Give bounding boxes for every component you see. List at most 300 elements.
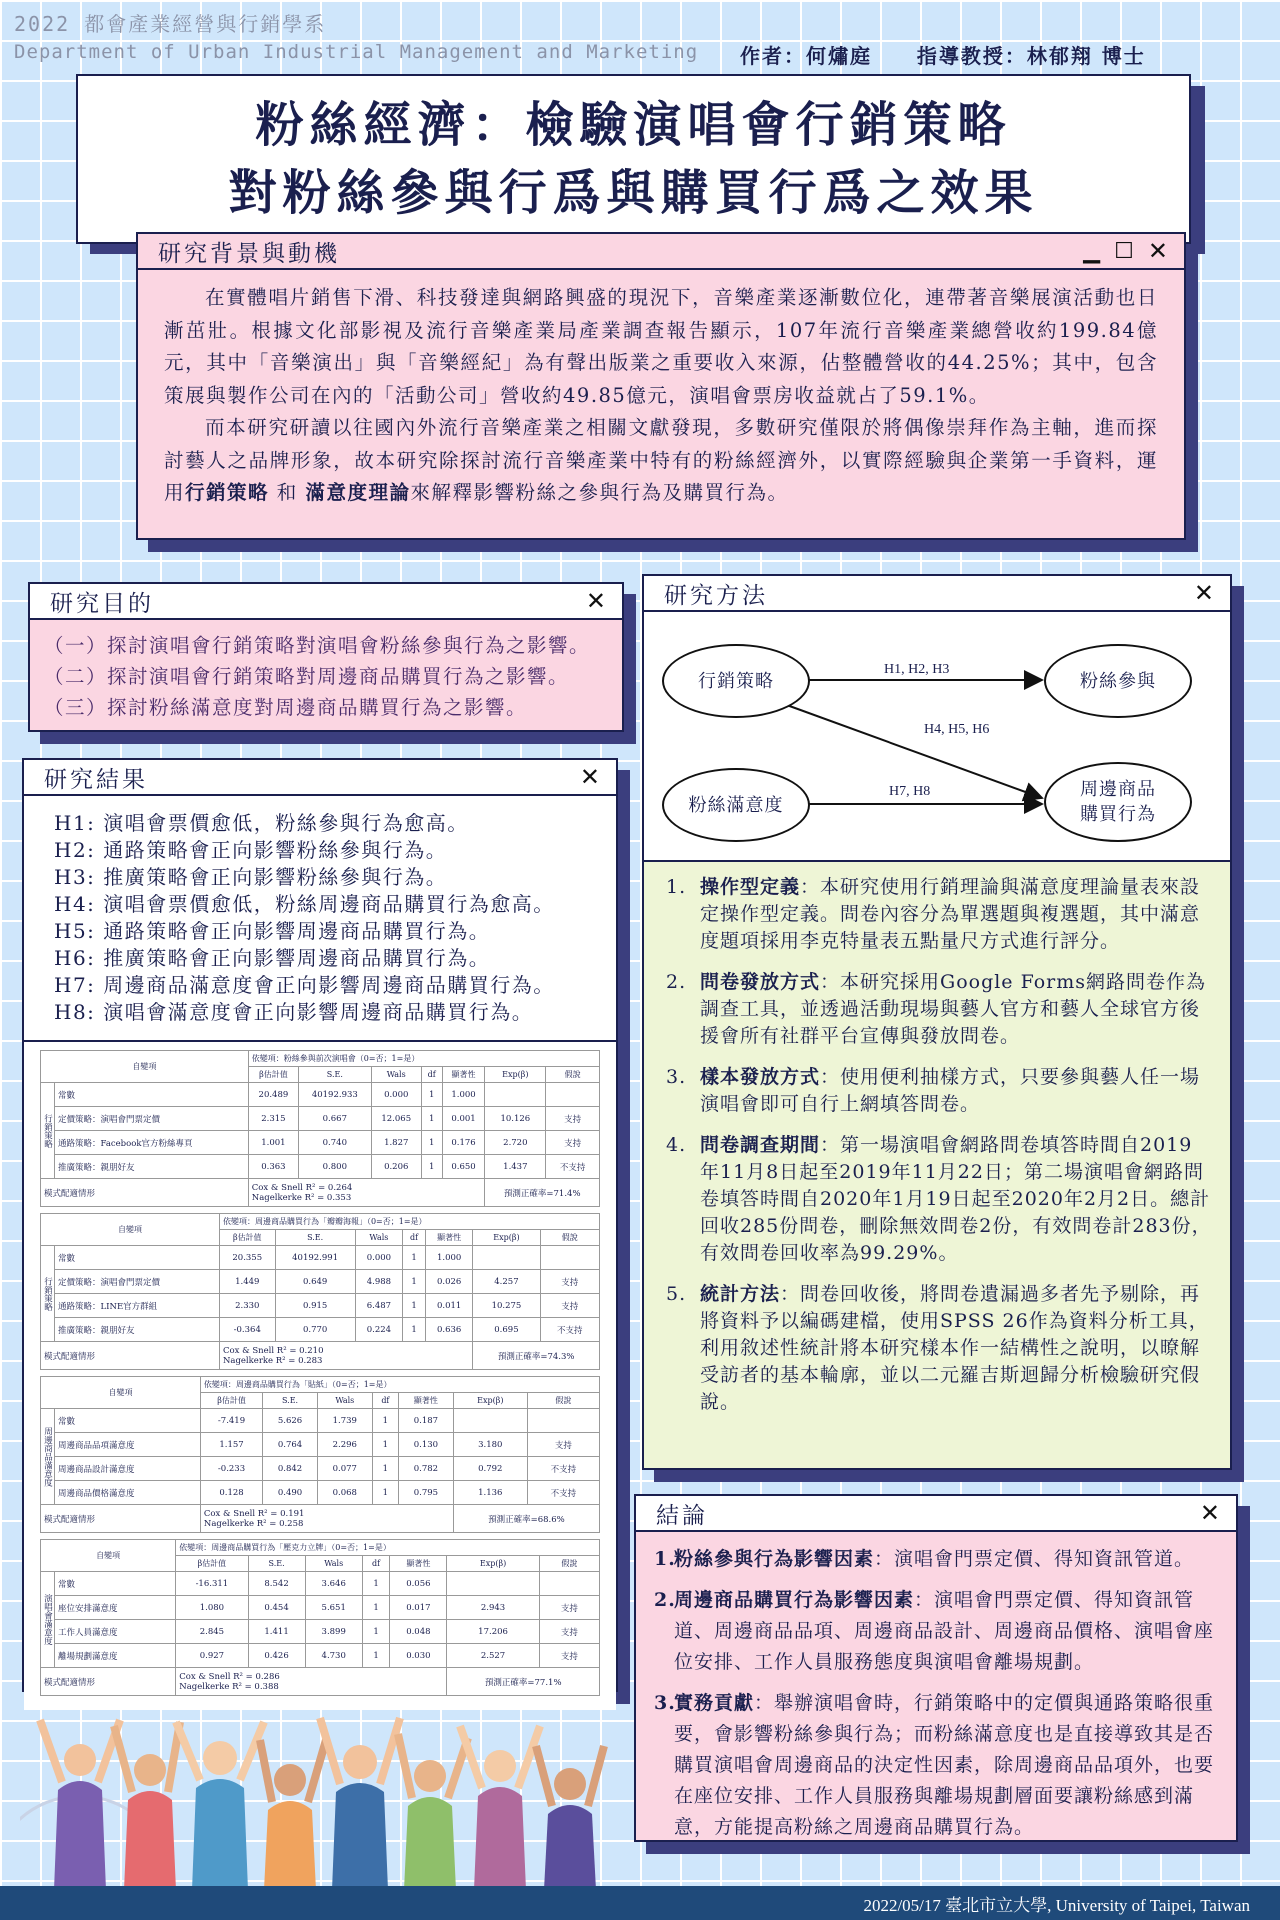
cell-exp: 1.437 — [485, 1155, 546, 1179]
cell-hyp: 支持 — [540, 1270, 599, 1294]
row-variable: 推廣策略：親朋好友 — [55, 1155, 249, 1179]
cell-se: 8.542 — [248, 1572, 305, 1596]
cell-sig: 0.030 — [390, 1644, 447, 1668]
cell-b: -0.233 — [200, 1457, 262, 1481]
header-sig: 顯著性 — [425, 1230, 472, 1246]
header-exp: Exp(β) — [473, 1230, 540, 1246]
node-merch-purchase — [1044, 762, 1192, 842]
method-item-number: 3. — [666, 1066, 687, 1088]
cox-snell-r2: Cox & Snell R² = 0.264 — [251, 1182, 353, 1193]
cell-wals: 3.646 — [305, 1572, 362, 1596]
cell-df: 1 — [372, 1481, 398, 1505]
cell-wals: 0.224 — [355, 1318, 402, 1342]
regression-table — [40, 1376, 600, 1533]
cell-wals: 2.296 — [317, 1433, 372, 1457]
cell-df: 1 — [372, 1409, 398, 1433]
row-variable: 常數 — [55, 1246, 220, 1270]
cell-df: 1 — [362, 1572, 390, 1596]
row-variable: 常數 — [55, 1409, 201, 1433]
conclusion-item-number: 3. — [654, 1692, 676, 1714]
cell-b: 0.128 — [200, 1481, 262, 1505]
cell-exp: 0.792 — [453, 1457, 527, 1481]
cell-hyp: 支持 — [539, 1596, 599, 1620]
cell-sig: 0.176 — [442, 1131, 485, 1155]
conclusion-window — [634, 1494, 1238, 1842]
dependent-variable: 依變項：粉絲參與前次演唱會（0=否；1=是） — [248, 1051, 599, 1067]
prediction-accuracy: 預測正確率=71.4% — [485, 1179, 600, 1207]
method-item-title: 問卷調查期間 — [700, 1134, 821, 1156]
cell-df: 1 — [362, 1596, 390, 1620]
conclusion-item — [654, 1688, 1218, 1843]
cell-df: 1 — [403, 1318, 426, 1342]
cell-sig: 0.017 — [390, 1596, 447, 1620]
header-se: S.E. — [248, 1556, 305, 1572]
method-item — [666, 1281, 1212, 1416]
conclusion-item-body — [674, 1585, 1218, 1678]
edge-label-h1-h3: H1, H2, H3 — [884, 662, 950, 677]
cell-se: 0.770 — [275, 1318, 355, 1342]
cell-exp: 17.206 — [447, 1620, 539, 1644]
table-row — [41, 1270, 600, 1294]
cell-se: 0.649 — [275, 1270, 355, 1294]
method-item-body — [700, 1132, 1212, 1267]
cell-se: 40192.933 — [299, 1083, 372, 1107]
conclusion-heading: 結論 — [656, 1502, 708, 1529]
table-row — [41, 1107, 600, 1131]
cell-b: 20.355 — [219, 1246, 275, 1270]
node-merch-purchase-line2: 購買行為 — [1080, 804, 1156, 825]
background-p2-text-c: 和 — [269, 481, 306, 504]
table-header-row — [41, 1214, 600, 1230]
prediction-accuracy: 預測正確率=77.1% — [447, 1668, 600, 1696]
row-variable: 推廣策略：親朋好友 — [55, 1318, 220, 1342]
header-sig: 顯著性 — [390, 1556, 447, 1572]
title-line-1: 粉絲經濟：檢驗演唱會行銷策略 — [255, 97, 1012, 153]
cell-wals: 0.068 — [317, 1481, 372, 1505]
cell-sig: 0.650 — [442, 1155, 485, 1179]
table-row — [41, 1572, 600, 1596]
header-hyp: 假說 — [540, 1230, 599, 1246]
row-variable: 工作人員滿意度 — [55, 1620, 176, 1644]
method-item-number: 4. — [666, 1134, 687, 1156]
cell-se: 1.411 — [248, 1620, 305, 1644]
conclusion-item — [654, 1544, 1218, 1575]
close-icon[interactable]: ✕ — [1147, 237, 1168, 265]
table-row — [41, 1294, 600, 1318]
header-df: df — [403, 1230, 426, 1246]
footer-bar — [0, 1886, 1280, 1920]
cell-hyp: 不支持 — [527, 1457, 599, 1481]
cell-wals: 5.651 — [305, 1596, 362, 1620]
cell-b: 1.449 — [219, 1270, 275, 1294]
cheering-crowd-illustration — [20, 1700, 620, 1886]
conclusion-item-body — [674, 1688, 1218, 1843]
hypothesis-item: H4: 演唱會票價愈低，粉絲周邊商品購買行為愈高。 — [54, 892, 555, 916]
title-line-2: 對粉絲參與行爲與購買行爲之效果 — [228, 165, 1039, 221]
purpose-list — [30, 620, 622, 733]
model-fit-label: 模式配適情形 — [41, 1668, 176, 1696]
cell-sig: 0.187 — [399, 1409, 454, 1433]
header-b: β估計值 — [219, 1230, 275, 1246]
regression-table — [40, 1539, 600, 1696]
cell-wals: 12.065 — [371, 1107, 421, 1131]
cell-exp: 2.720 — [485, 1131, 546, 1155]
poster-title — [76, 74, 1191, 244]
header-df: df — [372, 1393, 398, 1409]
hypothesis-item: H5: 通路策略會正向影響周邊商品購買行為。 — [54, 919, 491, 943]
cell-se: 0.667 — [299, 1107, 372, 1131]
method-item — [666, 1064, 1212, 1118]
method-item-body — [700, 969, 1212, 1050]
minimize-icon[interactable]: ▁ — [1083, 238, 1101, 264]
method-item-body — [700, 874, 1212, 955]
cell-se: 0.764 — [263, 1433, 318, 1457]
cell-se: 0.490 — [263, 1481, 318, 1505]
cell-hyp — [540, 1246, 599, 1270]
method-item-number: 1. — [666, 876, 687, 898]
row-variable: 座位安排滿意度 — [55, 1596, 176, 1620]
method-heading: 研究方法 — [664, 582, 768, 609]
purpose-window — [28, 582, 624, 732]
table-row — [41, 1318, 600, 1342]
row-variable: 常數 — [55, 1572, 176, 1596]
side-label: 周邊商品滿意度 — [41, 1409, 55, 1505]
cell-se: 0.426 — [248, 1644, 305, 1668]
background-paragraph-2 — [164, 412, 1158, 510]
cell-b: 1.157 — [200, 1433, 262, 1457]
background-window — [136, 232, 1186, 540]
model-fit-label: 模式配適情形 — [41, 1342, 220, 1370]
cell-df: 1 — [421, 1131, 442, 1155]
method-item-body — [700, 1064, 1212, 1118]
research-framework-diagram — [644, 612, 1230, 862]
row-variable: 常數 — [55, 1083, 249, 1107]
table-row — [41, 1644, 600, 1668]
conclusion-item-text: ：演唱會門票定價、得知資訊管道、周邊商品品項、周邊商品設計、周邊商品價格、演唱會座位安排、工作人員服務態度與演唱會離場規劃。 — [674, 1589, 1215, 1673]
cell-sig: 0.001 — [442, 1107, 485, 1131]
cell-b: 2.315 — [248, 1107, 298, 1131]
cell-wals: 0.000 — [371, 1083, 421, 1107]
purpose-heading: 研究目的 — [50, 590, 154, 617]
cox-snell-r2: Cox & Snell R² = 0.286 — [179, 1671, 280, 1682]
model-fit-r2 — [219, 1342, 472, 1370]
keyword-marketing-strategy: 行銷策略 — [185, 481, 270, 504]
edge-label-h4-h6: H4, H5, H6 — [924, 722, 990, 737]
method-item-title: 統計方法 — [700, 1283, 781, 1305]
header-wals: Wals — [305, 1556, 362, 1572]
cell-wals: 0.206 — [371, 1155, 421, 1179]
method-item-text: ：第一場演唱會網路問卷填答時間自2019年11月8日起至2019年11月22日；第二場演唱會網路問卷填答時間自2020年1月19日起至2020年2月2日。總計回收285份問卷，刪除無效問卷2份，有效問卷計283份，有效問卷回收率為99.29%。 — [700, 1134, 1212, 1264]
row-variable: 周邊商品價格滿意度 — [55, 1481, 201, 1505]
cell-hyp: 不支持 — [546, 1155, 600, 1179]
method-item — [666, 1132, 1212, 1267]
background-heading: 研究背景與動機 — [158, 240, 340, 267]
cell-exp: 10.275 — [473, 1294, 540, 1318]
cell-wals: 0.000 — [355, 1246, 402, 1270]
cell-wals: 4.730 — [305, 1644, 362, 1668]
dependent-variable: 依變項：周邊商品購買行為「瓣瓣海報」（0=否；1=是） — [219, 1214, 599, 1230]
side-label: 行銷策略 — [41, 1246, 55, 1342]
cell-df: 1 — [421, 1155, 442, 1179]
cell-hyp — [539, 1572, 599, 1596]
model-fit-r2 — [200, 1505, 453, 1533]
header-wals: Wals — [355, 1230, 402, 1246]
cell-b: 0.363 — [248, 1155, 298, 1179]
hypotheses-list — [24, 796, 616, 1042]
cell-b: 2.845 — [176, 1620, 248, 1644]
table-row — [41, 1131, 600, 1155]
cell-wals: 1.827 — [371, 1131, 421, 1155]
cell-wals: 0.077 — [317, 1457, 372, 1481]
method-item-text: ：問卷回收後，將問卷遺漏過多者先予剔除，再將資料予以編碼建檔，使用SPSS 26作為資料分析工具，利用敘述性統計將本研究樣本作一結構性之說明，以暸解受訪者的基本輪廓，並以二元羅吉斯迴歸分析檢驗研究假說。 — [700, 1283, 1209, 1413]
cell-exp: 3.180 — [453, 1433, 527, 1457]
header-se: S.E. — [299, 1067, 372, 1083]
background-p2-text-d: 來解釋影響粉絲之參與行為及購買行為。 — [410, 481, 789, 504]
row-variable: 周邊商品設計滿意度 — [55, 1457, 201, 1481]
conclusion-item-text: ：演唱會門票定價、得知資訊管道。 — [874, 1548, 1195, 1570]
conclusion-item-title: 周邊商品購買行為影響因素 — [674, 1589, 915, 1611]
cell-se: 5.626 — [263, 1409, 318, 1433]
department-name-zh: 2022 都會產業經營與行銷學系 — [14, 12, 327, 36]
header-item: 自變項 — [41, 1214, 220, 1246]
purpose-item: （一）探討演唱會行銷策略對演唱會粉絲參與行為之影響。 — [44, 634, 591, 657]
regression-tables — [24, 1042, 616, 1710]
cell-b: 20.489 — [248, 1083, 298, 1107]
method-item — [666, 969, 1212, 1050]
cell-df: 1 — [421, 1107, 442, 1131]
cell-wals: 6.487 — [355, 1294, 402, 1318]
table-row — [41, 1409, 600, 1433]
cell-hyp: 支持 — [546, 1107, 600, 1131]
background-paragraph-1: 在實體唱片銷售下滑、科技發達與網路興盛的現況下，音樂產業逐漸數位化，連帶著音樂展演活動也日漸茁壯。根據文化部影視及流行音樂產業局產業調查報告顯示，107年流行音樂產業總營收約199.84億元，其中「音樂演出」與「音樂經紀」為有聲出版業之重要收入來源，佔整體營收的44.25%；其中，包含策展與製作公司在內的「活動公司」營收約49.85億元，演唱會票房收益就占了59.1%。 — [164, 286, 1158, 407]
header-b: β估計值 — [248, 1067, 298, 1083]
header-sig: 顯著性 — [399, 1393, 454, 1409]
window-controls — [1083, 237, 1168, 265]
method-item-text: ：本研究使用行銷理論與滿意度理論量表來設定操作型定義。問卷內容分為單選題與複選題，其中滿意度題項採用李克特量表五點量尺方式進行評分。 — [700, 876, 1201, 952]
dependent-variable: 依變項：周邊商品購買行為「貼紙」（0=否；1=是） — [200, 1377, 599, 1393]
close-icon[interactable]: ✕ — [585, 587, 606, 615]
conclusion-item-text: ：舉辦演唱會時，行銷策略中的定價與通路策略很重要，會影響粉絲參與行為；而粉絲滿意度也是直接導致其是否購買演唱會周邊商品的決定性因素，除周邊商品品項外，也要在座位安排、工作人員服務與離場規劃層面要讓粉絲感到滿意，方能提高粉絲之周邊商品購買行為。 — [674, 1692, 1215, 1838]
cell-b: 1.001 — [248, 1131, 298, 1155]
model-fit-row — [41, 1342, 600, 1370]
method-item-text: ：使用便利抽樣方式，只要參與藝人任一場演唱會即可自行上網填答問卷。 — [700, 1066, 1201, 1115]
cell-exp — [485, 1083, 546, 1107]
cell-df: 1 — [362, 1644, 390, 1668]
row-variable: 定價策略：演唱會門票定價 — [55, 1107, 249, 1131]
keyword-satisfaction-theory: 滿意度理論 — [305, 481, 411, 504]
cell-sig: 0.026 — [425, 1270, 472, 1294]
cell-exp — [453, 1409, 527, 1433]
crowd-figures — [40, 1718, 604, 1886]
maximize-icon[interactable]: ☐ — [1114, 238, 1134, 264]
cell-wals: 1.739 — [317, 1409, 372, 1433]
method-item-title: 問卷發放方式 — [700, 971, 821, 993]
conclusion-item-body — [674, 1544, 1194, 1575]
cell-wals: 4.988 — [355, 1270, 402, 1294]
header-exp: Exp(β) — [485, 1067, 546, 1083]
cell-b: 1.080 — [176, 1596, 248, 1620]
row-variable: 離場規劃滿意度 — [55, 1644, 176, 1668]
table-header-row — [41, 1377, 600, 1393]
method-window — [642, 574, 1232, 1470]
table-row — [41, 1246, 600, 1270]
cell-sig: 1.000 — [425, 1246, 472, 1270]
cell-se: 40192.991 — [275, 1246, 355, 1270]
header-item: 自變項 — [41, 1540, 176, 1572]
background-titlebar — [138, 234, 1184, 270]
cell-sig: 0.130 — [399, 1433, 454, 1457]
cell-df: 1 — [362, 1620, 390, 1644]
header-se: S.E. — [263, 1393, 318, 1409]
department-name-en: Department of Urban Industrial Management and Marketing — [14, 41, 699, 63]
cell-b: 0.927 — [176, 1644, 248, 1668]
cell-sig: 0.056 — [390, 1572, 447, 1596]
results-heading: 研究結果 — [44, 766, 148, 793]
nagelkerke-r2: Nagelkerke R² = 0.353 — [251, 1192, 352, 1203]
hypothesis-item: H3: 推廣策略會正向影響粉絲參與行為。 — [54, 865, 448, 889]
table-row — [41, 1596, 600, 1620]
cell-sig: 0.011 — [425, 1294, 472, 1318]
conclusion-item-title: 粉絲參與行為影響因素 — [674, 1548, 875, 1570]
cell-hyp: 支持 — [540, 1294, 599, 1318]
header-sig: 顯著性 — [442, 1067, 485, 1083]
row-variable: 通路策略：Facebook官方粉絲專頁 — [55, 1131, 249, 1155]
conclusion-list — [636, 1532, 1236, 1865]
header-df: df — [421, 1067, 442, 1083]
table-row — [41, 1155, 600, 1179]
cox-snell-r2: Cox & Snell R² = 0.210 — [222, 1345, 324, 1356]
cell-exp — [447, 1572, 539, 1596]
header-exp: Exp(β) — [453, 1393, 527, 1409]
node-fan-participation: 粉絲參與 — [1044, 644, 1192, 718]
cell-se: 0.842 — [263, 1457, 318, 1481]
model-fit-label: 模式配適情形 — [41, 1179, 249, 1207]
side-label: 演唱會滿意度 — [41, 1572, 55, 1668]
cell-hyp — [527, 1409, 599, 1433]
hypothesis-item: H1: 演唱會票價愈低，粉絲參與行為愈高。 — [54, 811, 469, 835]
method-titlebar — [644, 576, 1230, 612]
header-exp: Exp(β) — [447, 1556, 539, 1572]
cell-hyp: 支持 — [539, 1620, 599, 1644]
model-fit-row — [41, 1179, 600, 1207]
row-variable: 周邊商品品項滿意度 — [55, 1433, 201, 1457]
model-fit-label: 模式配適情形 — [41, 1505, 201, 1533]
header-hyp: 假說 — [546, 1067, 600, 1083]
dependent-variable: 依變項：周邊商品購買行為「壓克力立牌」（0=否；1=是） — [176, 1540, 600, 1556]
model-fit-row — [41, 1505, 600, 1533]
method-item-text: ：本研究採用Google Forms網路問卷作為調查工具，並透過活動現場與藝人官方和藝人全球官方後援會所有社群平台宣傳與發放問卷。 — [700, 971, 1207, 1047]
conclusion-item-number: 2. — [654, 1589, 676, 1611]
hypothesis-item: H7: 周邊商品滿意度會正向影響周邊商品購買行為。 — [54, 973, 555, 997]
cell-hyp — [546, 1083, 600, 1107]
method-item-number: 5. — [666, 1283, 687, 1305]
node-fan-satisfaction: 粉絲滿意度 — [662, 768, 810, 842]
header-se: S.E. — [275, 1230, 355, 1246]
table-header-row — [41, 1540, 600, 1556]
cell-df: 1 — [403, 1246, 426, 1270]
conclusion-titlebar — [636, 1496, 1236, 1532]
method-list — [644, 862, 1230, 1442]
table-row — [41, 1620, 600, 1644]
table-header-row — [41, 1051, 600, 1067]
hypothesis-item: H6: 推廣策略會正向影響周邊商品購買行為。 — [54, 946, 491, 970]
nagelkerke-r2: Nagelkerke R² = 0.283 — [222, 1355, 323, 1366]
regression-table — [40, 1050, 600, 1207]
cell-sig: 1.000 — [442, 1083, 485, 1107]
background-body — [138, 270, 1184, 522]
cell-b: -7.419 — [200, 1409, 262, 1433]
node-marketing-strategy: 行銷策略 — [662, 644, 810, 718]
close-icon[interactable]: ✕ — [579, 763, 600, 791]
cell-exp: 1.136 — [453, 1481, 527, 1505]
table-row — [41, 1433, 600, 1457]
method-item-title: 操作型定義 — [700, 876, 801, 898]
table-row — [41, 1083, 600, 1107]
row-variable: 通路策略：LINE官方群組 — [55, 1294, 220, 1318]
header-df: df — [362, 1556, 390, 1572]
cell-exp: 2.943 — [447, 1596, 539, 1620]
edge-label-h7-h8: H7, H8 — [889, 784, 931, 799]
cell-sig: 0.048 — [390, 1620, 447, 1644]
nagelkerke-r2: Nagelkerke R² = 0.388 — [179, 1681, 279, 1692]
cell-df: 1 — [372, 1457, 398, 1481]
node-merch-purchase-line1: 周邊商品 — [1080, 779, 1156, 800]
cell-exp — [473, 1246, 540, 1270]
cell-hyp: 不支持 — [527, 1481, 599, 1505]
cell-exp: 10.126 — [485, 1107, 546, 1131]
row-variable: 定價策略：演唱會門票定價 — [55, 1270, 220, 1294]
cell-sig: 0.782 — [399, 1457, 454, 1481]
cell-se: 0.454 — [248, 1596, 305, 1620]
model-fit-row — [41, 1668, 600, 1696]
purpose-titlebar — [30, 584, 622, 620]
conclusion-item-number: 1. — [654, 1548, 676, 1570]
prediction-accuracy: 預測正確率=74.3% — [473, 1342, 600, 1370]
cell-sig: 0.795 — [399, 1481, 454, 1505]
cell-hyp: 支持 — [527, 1433, 599, 1457]
purpose-item: （三）探討粉絲滿意度對周邊商品購買行為之影響。 — [44, 696, 528, 719]
header-b: β估計值 — [200, 1393, 262, 1409]
method-item-title: 樣本發放方式 — [700, 1066, 821, 1088]
cell-se: 0.915 — [275, 1294, 355, 1318]
regression-table — [40, 1213, 600, 1370]
close-icon[interactable]: ✕ — [1199, 1499, 1220, 1527]
cell-hyp: 支持 — [546, 1131, 600, 1155]
cell-exp: 4.257 — [473, 1270, 540, 1294]
cell-b: 2.330 — [219, 1294, 275, 1318]
cell-se: 0.800 — [299, 1155, 372, 1179]
hypothesis-item: H8: 演唱會滿意度會正向影響周邊商品購買行為。 — [54, 1000, 534, 1024]
table-row — [41, 1481, 600, 1505]
header-item: 自變項 — [41, 1377, 201, 1409]
results-titlebar — [24, 760, 616, 796]
cell-hyp: 支持 — [539, 1644, 599, 1668]
footer-text: 2022/05/17 臺北市立大學, University of Taipei, Taiwan — [863, 1895, 1250, 1915]
cell-exp: 2.527 — [447, 1644, 539, 1668]
cox-snell-r2: Cox & Snell R² = 0.191 — [203, 1508, 305, 1519]
method-item-body — [700, 1281, 1212, 1416]
cell-exp: 0.695 — [473, 1318, 540, 1342]
purpose-item: （二）探討演唱會行銷策略對周邊商品購買行為之影響。 — [44, 665, 570, 688]
method-item-number: 2. — [666, 971, 687, 993]
department-header — [14, 10, 698, 66]
cell-df: 1 — [421, 1083, 442, 1107]
conclusion-item-title: 實務貢獻 — [674, 1692, 755, 1714]
hypothesis-item: H2: 通路策略會正向影響粉絲參與行為。 — [54, 838, 448, 862]
model-fit-r2 — [176, 1668, 447, 1696]
close-icon[interactable]: ✕ — [1193, 579, 1214, 607]
cell-df: 1 — [403, 1294, 426, 1318]
